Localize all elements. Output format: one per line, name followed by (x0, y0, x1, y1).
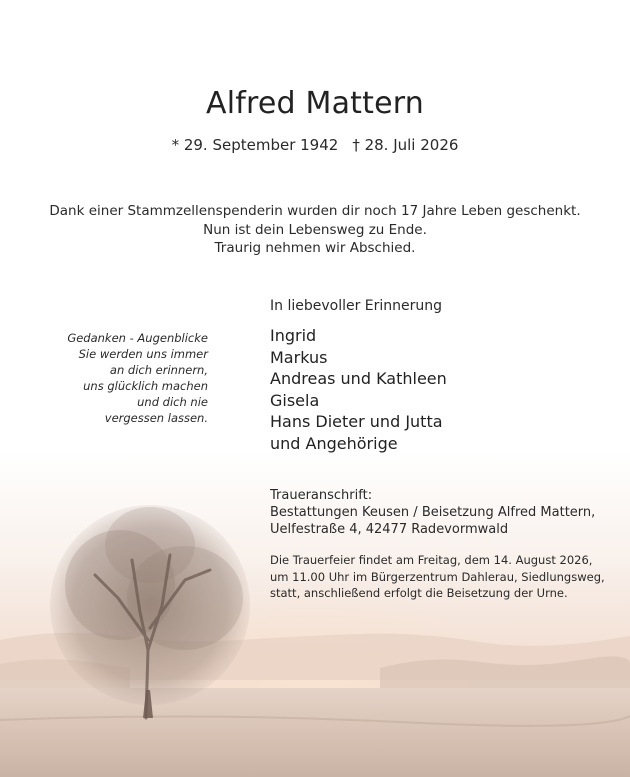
funeral-ceremony-info (270, 552, 605, 602)
address-line: Traueranschrift: (270, 488, 373, 503)
mourner-name: und Angehörige (270, 433, 398, 453)
mourner-name: Ingrid (270, 326, 317, 345)
mourner-name: Hans Dieter und Jutta (270, 412, 443, 431)
address-line: Uelfestraße 4, 42477 Radevormwald (270, 522, 509, 537)
ceremony-line: Die Trauerfeier findet am Freitag, dem 14. August 2026, (270, 553, 593, 567)
birth-date: * 29. September 1942 (171, 136, 339, 154)
poem-line: vergessen lassen. (104, 411, 208, 425)
quote-line: Dank einer Stammzellenspenderin wurden dir noch 17 Jahre Leben geschenkt. (49, 203, 581, 219)
address-line: Bestattungen Keusen / Beisetzung Alfred Mattern, (270, 505, 596, 520)
mourning-address (270, 487, 595, 538)
mourner-name: Andreas und Kathleen (270, 369, 447, 388)
poem-text (67, 330, 208, 426)
poem-line: an dich erinnern, (109, 363, 208, 377)
mourner-name: Markus (270, 347, 328, 367)
life-dates (0, 136, 630, 154)
death-date: † 28. Juli 2026 (352, 136, 459, 154)
mourners-list (270, 325, 447, 454)
poem-line: uns glücklich machen (83, 379, 208, 393)
poem-line: Sie werden uns immer (78, 347, 208, 361)
memorial-quote (0, 202, 630, 258)
ceremony-line: um 11.00 Uhr im Bürgerzentrum Dahlerau, Siedlungsweg, (270, 569, 605, 584)
poem-line: Gedanken - Augenblicke (67, 331, 208, 345)
quote-line: Traurig nehmen wir Abschied. (214, 240, 416, 256)
deceased-name: Alfred Mattern (205, 86, 424, 121)
ceremony-line: statt, anschließend erfolgt die Beisetzung der Urne. (270, 586, 568, 600)
quote-line: Nun ist dein Lebensweg zu Ende. (203, 221, 427, 238)
poem-line: und dich nie (137, 395, 208, 409)
remembrance-heading: In liebevoller Erinnerung (270, 298, 443, 314)
mourner-name: Gisela (270, 390, 320, 410)
